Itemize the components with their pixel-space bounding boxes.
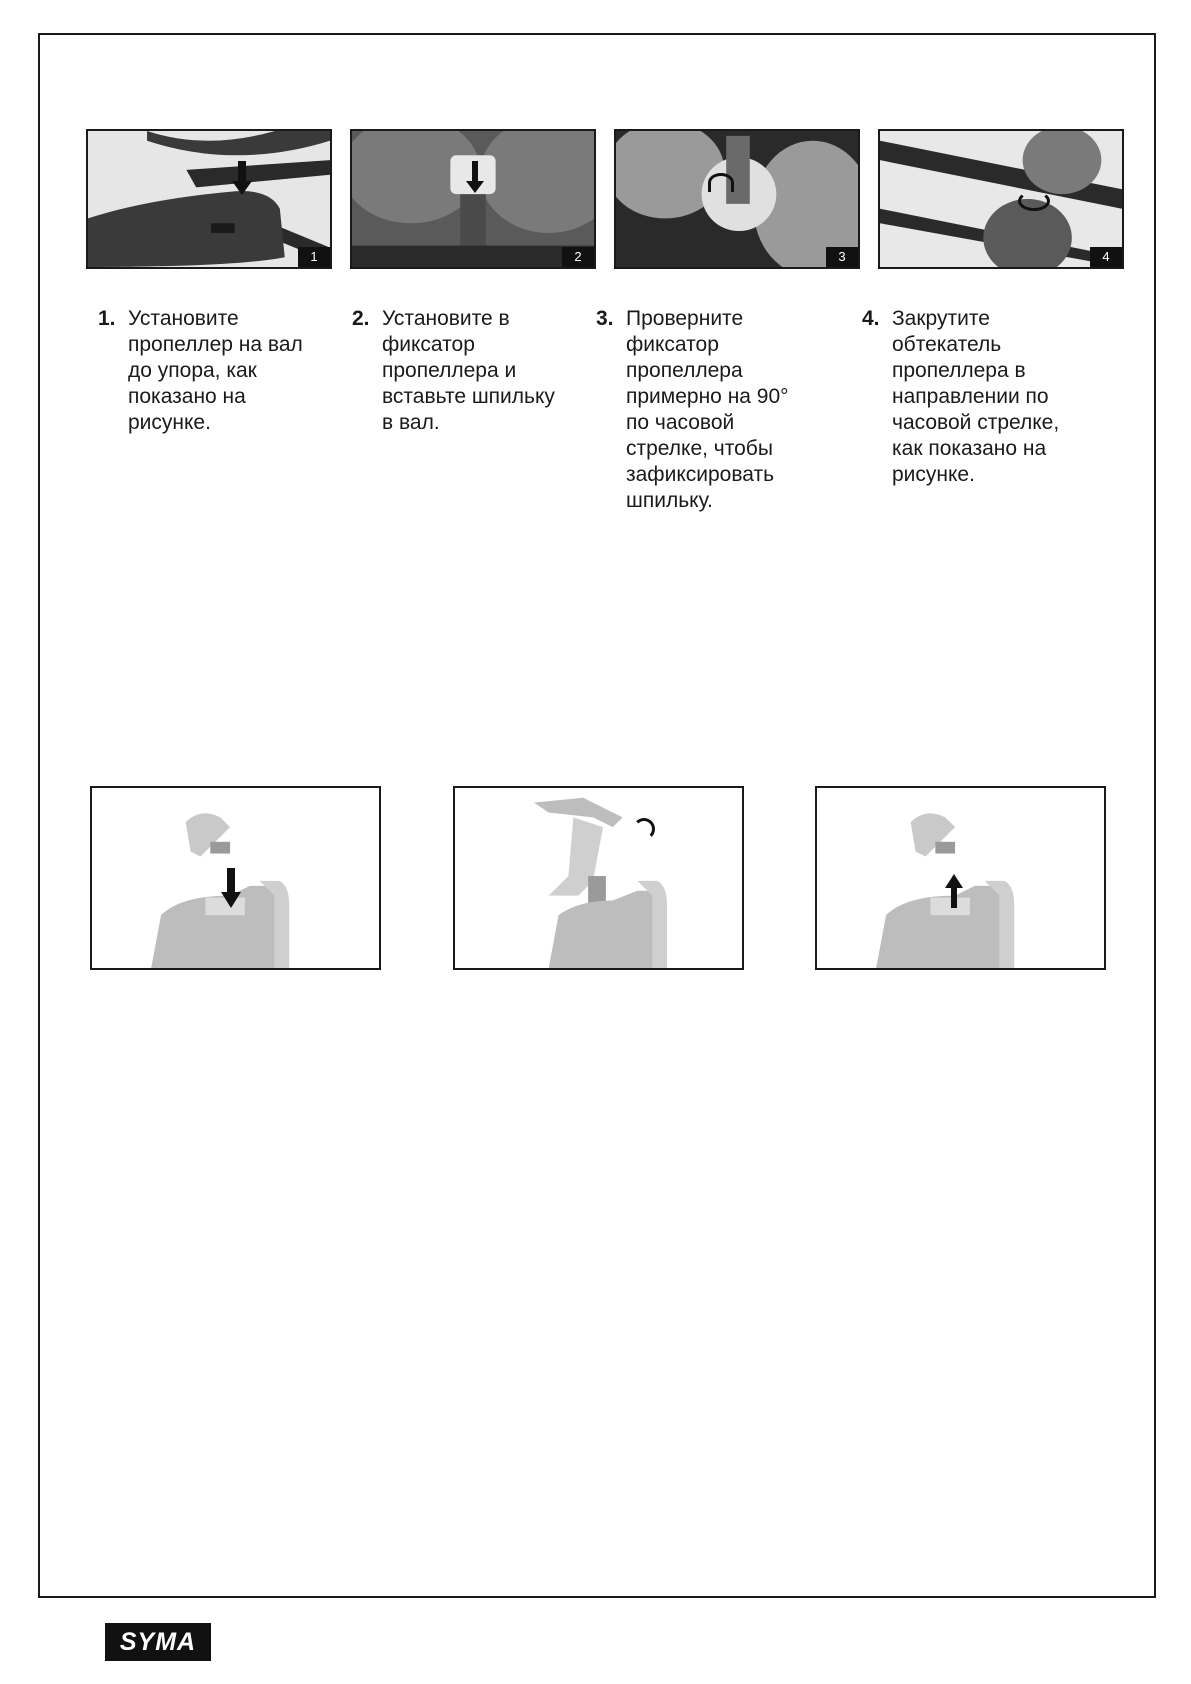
- step-3-text: [596, 306, 836, 536]
- holder-photo-1: [90, 786, 381, 970]
- syma-logo: SYMA: [105, 1623, 211, 1661]
- rotate-arrow-icon: [633, 818, 655, 840]
- holder-photo-2: [453, 786, 744, 970]
- step-badge: 4: [1090, 247, 1122, 267]
- step-2-text: [352, 306, 592, 536]
- arrow-head-icon: [232, 181, 252, 195]
- step-4-text: [862, 306, 1102, 536]
- step-badge: 3: [826, 247, 858, 267]
- step-badge: 2: [562, 247, 594, 267]
- step-3-photo: [614, 129, 860, 269]
- step-number: 4.: [862, 307, 880, 330]
- arrow-head-icon: [221, 892, 241, 908]
- step-instruction: Закрутите обтекатель пропеллера в направлении по часовой стрелке, как показано на рисунке.: [892, 307, 1060, 486]
- rotate-arrow-icon: [1018, 191, 1050, 211]
- step-number: 3.: [596, 307, 614, 330]
- step-instruction: Проверните фиксатор пропеллера примерно на 90° по часовой стрелке, чтобы зафиксировать шпильку.: [626, 307, 789, 512]
- step-2-photo: [350, 129, 596, 269]
- step-1-photo: [86, 129, 332, 269]
- rotate-arrow-icon: [708, 173, 734, 192]
- arrow-down-icon: [227, 868, 235, 894]
- arrow-up-icon: [951, 888, 957, 908]
- step-instruction: Установите в фиксатор пропеллера и вставьте шпильку в вал.: [382, 307, 555, 434]
- step-number: 2.: [352, 307, 370, 330]
- arrow-head-icon: [466, 181, 484, 193]
- arrow-down-icon: [472, 161, 478, 183]
- step-1-text: [98, 306, 338, 536]
- step-number: 1.: [98, 307, 116, 330]
- arrow-head-icon: [945, 874, 963, 888]
- arrow-down-icon: [238, 161, 246, 183]
- holder-photo-3: [815, 786, 1106, 970]
- step-instruction: Установите пропеллер на вал до упора, как показано на рисунке.: [128, 307, 303, 434]
- step-badge: 1: [298, 247, 330, 267]
- step-4-photo: [878, 129, 1124, 269]
